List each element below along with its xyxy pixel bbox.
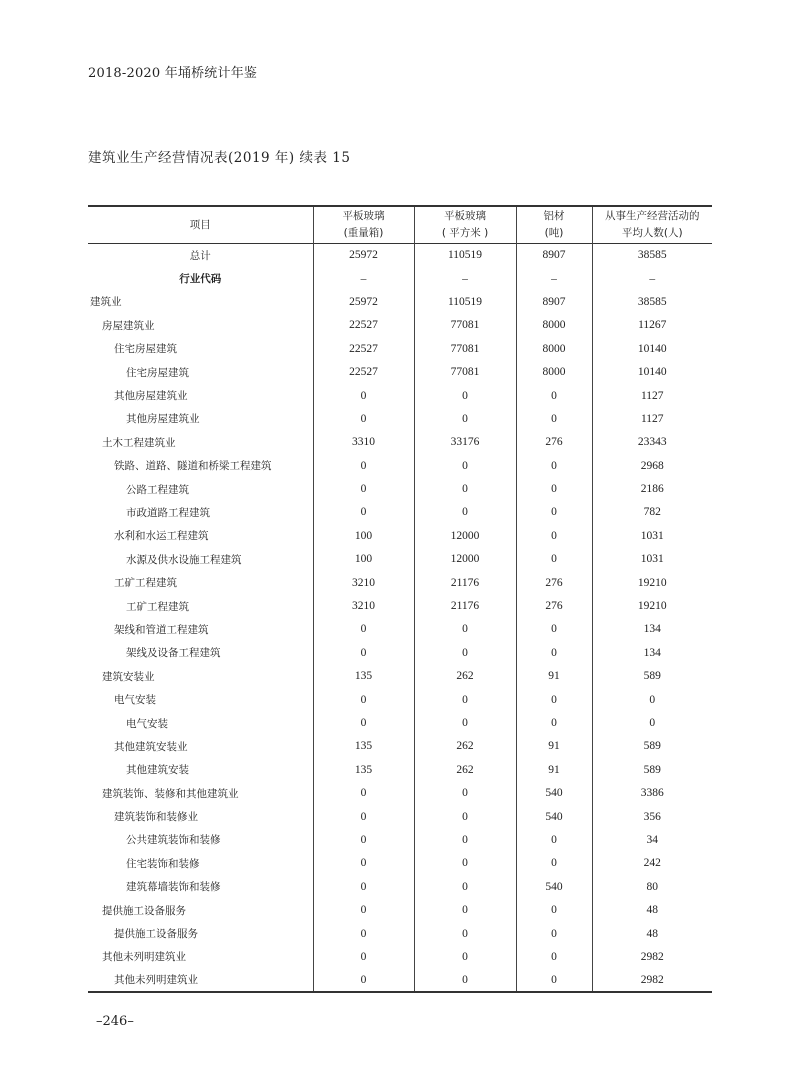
cell-aluminum-tons: – [516, 267, 592, 290]
cell-glass-square-meters: 0 [414, 641, 516, 664]
row-item-label: 建筑装饰、装修和其他建筑业 [102, 787, 239, 800]
table-row [88, 665, 712, 688]
table-row [88, 852, 712, 875]
cell-glass-square-meters: 0 [414, 407, 516, 430]
table-row [88, 337, 712, 360]
cell-glass-square-meters: 0 [414, 898, 516, 921]
cell-average-employees: 356 [592, 805, 712, 828]
cell-aluminum-tons: 276 [516, 431, 592, 454]
table-row [88, 688, 712, 711]
cell-aluminum-tons: 0 [516, 852, 592, 875]
cell-glass-square-meters: 12000 [414, 524, 516, 547]
cell-average-employees: 80 [592, 875, 712, 898]
table-title: 建筑业生产经营情况表(2019 年) 续表 15 [88, 150, 351, 166]
row-item-label: 工矿工程建筑 [114, 577, 177, 590]
cell-aluminum-tons: 91 [516, 735, 592, 758]
cell-glass-square-meters: 0 [414, 922, 516, 945]
cell-aluminum-tons: 8000 [516, 337, 592, 360]
row-item-label: 其他房屋建筑业 [126, 413, 200, 426]
row-item-label: 其他未列明建筑业 [114, 974, 198, 987]
cell-average-employees: 134 [592, 641, 712, 664]
cell-aluminum-tons: 8000 [516, 360, 592, 383]
cell-glass-weight-boxes: 0 [313, 711, 414, 734]
cell-glass-square-meters: 0 [414, 781, 516, 804]
cell-average-employees: 1031 [592, 524, 712, 547]
cell-glass-square-meters: 77081 [414, 337, 516, 360]
cell-glass-weight-boxes: 100 [313, 524, 414, 547]
table-row [88, 314, 712, 337]
cell-aluminum-tons: 0 [516, 407, 592, 430]
column-header-average-employees: 从事生产经营活动的 平均人数(人) [592, 206, 712, 244]
cell-average-employees: 782 [592, 501, 712, 524]
cell-glass-weight-boxes: 22527 [313, 314, 414, 337]
table-row [88, 618, 712, 641]
row-item-label: 建筑装饰和装修业 [114, 811, 198, 824]
row-item-label: 建筑业 [90, 296, 122, 309]
cell-average-employees: 0 [592, 688, 712, 711]
cell-glass-weight-boxes: 0 [313, 641, 414, 664]
cell-glass-weight-boxes: 0 [313, 454, 414, 477]
cell-average-employees: 38585 [592, 244, 712, 267]
cell-aluminum-tons: 540 [516, 781, 592, 804]
cell-glass-weight-boxes: 0 [313, 688, 414, 711]
cell-aluminum-tons: 8907 [516, 244, 592, 267]
cell-average-employees: 2982 [592, 969, 712, 992]
cell-average-employees: 1031 [592, 548, 712, 571]
table-row [88, 290, 712, 313]
cell-aluminum-tons: 0 [516, 828, 592, 851]
cell-aluminum-tons: 0 [516, 384, 592, 407]
page-number: –246– [96, 1014, 134, 1029]
cell-aluminum-tons: 276 [516, 594, 592, 617]
cell-glass-square-meters: 77081 [414, 360, 516, 383]
row-item-label: 工矿工程建筑 [126, 600, 189, 613]
cell-glass-square-meters: 33176 [414, 431, 516, 454]
cell-aluminum-tons: 0 [516, 641, 592, 664]
cell-glass-weight-boxes: 22527 [313, 360, 414, 383]
cell-glass-weight-boxes: 0 [313, 969, 414, 992]
column-header-glass-square-meters: 平板玻璃 ( 平方米 ) [414, 206, 516, 244]
cell-aluminum-tons: 0 [516, 922, 592, 945]
row-item-label: 架线及设备工程建筑 [126, 647, 221, 660]
column-header-aluminum-tons: 铝材 (吨) [516, 206, 592, 244]
table-row [88, 805, 712, 828]
cell-glass-square-meters: – [414, 267, 516, 290]
table-row [88, 431, 712, 454]
cell-glass-weight-boxes: 3210 [313, 571, 414, 594]
cell-glass-square-meters: 0 [414, 945, 516, 968]
table-row [88, 524, 712, 547]
cell-average-employees: 1127 [592, 384, 712, 407]
row-item-label: 电气安装 [114, 694, 156, 707]
cell-average-employees: 0 [592, 711, 712, 734]
cell-aluminum-tons: 8000 [516, 314, 592, 337]
cell-glass-weight-boxes: 0 [313, 501, 414, 524]
table-row [88, 875, 712, 898]
cell-aluminum-tons: 0 [516, 548, 592, 571]
cell-average-employees: 48 [592, 898, 712, 921]
cell-aluminum-tons: 540 [516, 875, 592, 898]
statistics-table-container [88, 205, 712, 993]
table-row [88, 969, 712, 992]
column-header-item: 项目 [189, 218, 211, 231]
table-row [88, 922, 712, 945]
table-row [88, 945, 712, 968]
cell-glass-square-meters: 0 [414, 711, 516, 734]
row-item-label: 提供施工设备服务 [102, 904, 186, 917]
cell-glass-square-meters: 0 [414, 618, 516, 641]
cell-glass-weight-boxes: 25972 [313, 290, 414, 313]
cell-glass-square-meters: 0 [414, 384, 516, 407]
row-item-label: 其他建筑安装业 [114, 740, 188, 753]
row-item-label: 建筑幕墙装饰和装修 [126, 881, 221, 894]
cell-aluminum-tons: 91 [516, 665, 592, 688]
cell-aluminum-tons: 0 [516, 454, 592, 477]
cell-aluminum-tons: 0 [516, 969, 592, 992]
row-item-label: 房屋建筑业 [102, 319, 155, 332]
cell-aluminum-tons: 0 [516, 477, 592, 500]
cell-glass-weight-boxes: 25972 [313, 244, 414, 267]
cell-glass-weight-boxes: 0 [313, 618, 414, 641]
cell-glass-square-meters: 110519 [414, 290, 516, 313]
cell-average-employees: 19210 [592, 594, 712, 617]
cell-glass-weight-boxes: 0 [313, 922, 414, 945]
cell-glass-weight-boxes: 0 [313, 781, 414, 804]
cell-aluminum-tons: 0 [516, 688, 592, 711]
cell-glass-weight-boxes: 3210 [313, 594, 414, 617]
cell-aluminum-tons: 0 [516, 524, 592, 547]
table-row [88, 641, 712, 664]
table-row [88, 711, 712, 734]
cell-average-employees: 3386 [592, 781, 712, 804]
cell-average-employees: 19210 [592, 571, 712, 594]
row-item-label: 其他房屋建筑业 [114, 390, 188, 403]
table-row [88, 758, 712, 781]
cell-glass-square-meters: 0 [414, 969, 516, 992]
cell-aluminum-tons: 0 [516, 711, 592, 734]
cell-glass-weight-boxes: 135 [313, 735, 414, 758]
cell-average-employees: 2968 [592, 454, 712, 477]
row-item-label: 总计 [189, 249, 211, 262]
cell-glass-square-meters: 77081 [414, 314, 516, 337]
row-item-label: 行业代码 [179, 273, 222, 286]
cell-aluminum-tons: 0 [516, 945, 592, 968]
cell-aluminum-tons: 276 [516, 571, 592, 594]
cell-average-employees: 11267 [592, 314, 712, 337]
row-item-label: 公路工程建筑 [126, 483, 189, 496]
cell-glass-square-meters: 0 [414, 501, 516, 524]
cell-average-employees: 242 [592, 852, 712, 875]
row-item-label: 住宅房屋建筑 [114, 343, 177, 356]
cell-glass-square-meters: 0 [414, 688, 516, 711]
cell-glass-weight-boxes: 0 [313, 828, 414, 851]
cell-glass-weight-boxes: 22527 [313, 337, 414, 360]
row-item-label: 公共建筑装饰和装修 [126, 834, 221, 847]
cell-glass-square-meters: 262 [414, 735, 516, 758]
table-row [88, 828, 712, 851]
cell-glass-weight-boxes: 0 [313, 477, 414, 500]
table-body [88, 244, 712, 993]
cell-glass-square-meters: 0 [414, 454, 516, 477]
cell-aluminum-tons: 8907 [516, 290, 592, 313]
table-row [88, 898, 712, 921]
cell-aluminum-tons: 540 [516, 805, 592, 828]
cell-average-employees: 10140 [592, 337, 712, 360]
row-item-label: 住宅装饰和装修 [126, 857, 200, 870]
cell-glass-square-meters: 0 [414, 875, 516, 898]
cell-average-employees: 134 [592, 618, 712, 641]
row-item-label: 电气安装 [126, 717, 168, 730]
cell-average-employees: – [592, 267, 712, 290]
row-item-label: 建筑安装业 [102, 670, 155, 683]
row-item-label: 铁路、道路、隧道和桥梁工程建筑 [114, 460, 272, 473]
table-row [88, 267, 712, 290]
row-item-label: 土木工程建筑业 [102, 436, 176, 449]
cell-average-employees: 10140 [592, 360, 712, 383]
cell-average-employees: 34 [592, 828, 712, 851]
row-item-label: 市政道路工程建筑 [126, 506, 210, 519]
cell-glass-square-meters: 262 [414, 758, 516, 781]
row-item-label: 水利和水运工程建筑 [114, 530, 209, 543]
row-item-label: 住宅房屋建筑 [126, 366, 189, 379]
cell-glass-square-meters: 0 [414, 852, 516, 875]
cell-glass-square-meters: 0 [414, 477, 516, 500]
cell-glass-weight-boxes: 0 [313, 384, 414, 407]
cell-glass-square-meters: 12000 [414, 548, 516, 571]
table-row [88, 781, 712, 804]
table-row [88, 360, 712, 383]
cell-glass-weight-boxes: 0 [313, 852, 414, 875]
row-item-label: 其他建筑安装 [126, 764, 189, 777]
table-row [88, 477, 712, 500]
row-item-label: 架线和管道工程建筑 [114, 623, 209, 636]
cell-glass-weight-boxes: 0 [313, 805, 414, 828]
cell-glass-square-meters: 21176 [414, 571, 516, 594]
table-row [88, 384, 712, 407]
table-row [88, 735, 712, 758]
cell-aluminum-tons: 0 [516, 501, 592, 524]
column-header-glass-weight-boxes: 平板玻璃 (重量箱) [313, 206, 414, 244]
cell-glass-weight-boxes: 0 [313, 875, 414, 898]
cell-glass-square-meters: 0 [414, 805, 516, 828]
table-row [88, 548, 712, 571]
table-row [88, 244, 712, 267]
cell-glass-weight-boxes: 0 [313, 898, 414, 921]
row-item-label: 提供施工设备服务 [114, 928, 198, 941]
cell-glass-weight-boxes: 3310 [313, 431, 414, 454]
cell-average-employees: 23343 [592, 431, 712, 454]
cell-glass-square-meters: 110519 [414, 244, 516, 267]
cell-glass-square-meters: 262 [414, 665, 516, 688]
cell-average-employees: 589 [592, 735, 712, 758]
cell-glass-weight-boxes: 135 [313, 665, 414, 688]
cell-average-employees: 589 [592, 665, 712, 688]
cell-average-employees: 2982 [592, 945, 712, 968]
cell-average-employees: 2186 [592, 477, 712, 500]
cell-glass-weight-boxes: 100 [313, 548, 414, 571]
row-item-label: 水源及供水设施工程建筑 [126, 553, 242, 566]
table-row [88, 454, 712, 477]
cell-glass-weight-boxes: 135 [313, 758, 414, 781]
table-row [88, 407, 712, 430]
cell-glass-weight-boxes: 0 [313, 407, 414, 430]
running-head: 2018-2020 年埇桥统计年鉴 [88, 66, 258, 81]
cell-average-employees: 1127 [592, 407, 712, 430]
cell-aluminum-tons: 91 [516, 758, 592, 781]
cell-aluminum-tons: 0 [516, 898, 592, 921]
statistics-table [88, 205, 712, 993]
table-row [88, 501, 712, 524]
table-row [88, 594, 712, 617]
cell-aluminum-tons: 0 [516, 618, 592, 641]
cell-average-employees: 589 [592, 758, 712, 781]
row-item-label: 其他未列明建筑业 [102, 951, 186, 964]
cell-glass-weight-boxes: 0 [313, 945, 414, 968]
cell-glass-square-meters: 21176 [414, 594, 516, 617]
table-row [88, 571, 712, 594]
cell-average-employees: 48 [592, 922, 712, 945]
cell-average-employees: 38585 [592, 290, 712, 313]
table-header [88, 206, 712, 244]
cell-glass-weight-boxes: – [313, 267, 414, 290]
cell-glass-square-meters: 0 [414, 828, 516, 851]
